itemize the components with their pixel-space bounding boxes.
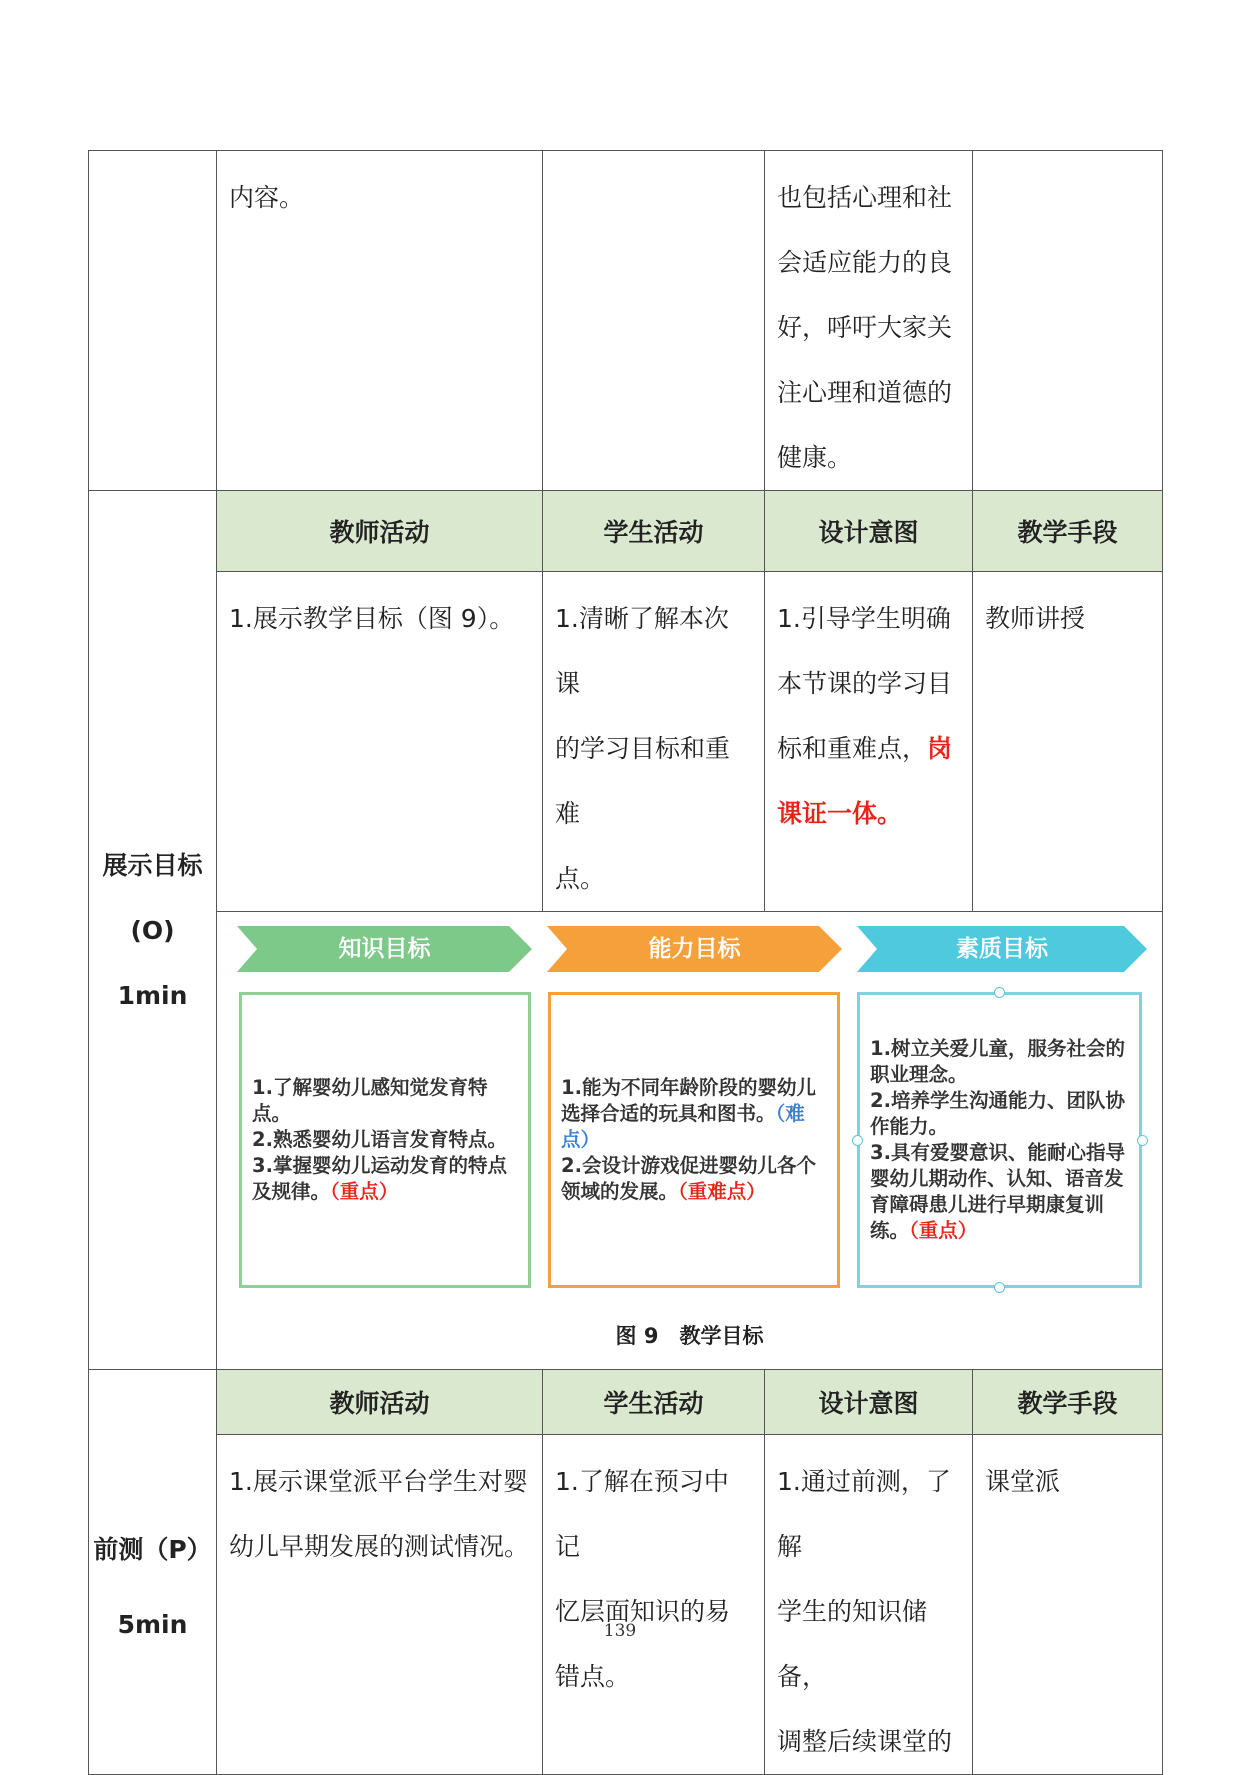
- goal-line: 2.会设计游戏促进婴幼儿各个领域的发展。: [561, 1154, 816, 1203]
- section-label-o: [89, 491, 217, 1370]
- intent-line: 调整后续课堂的: [777, 1727, 953, 1756]
- intent-cell: [765, 1435, 973, 1775]
- intent-line: 1.通过前测，了解: [777, 1467, 951, 1561]
- intent-line: 注心理和道德的: [777, 378, 953, 407]
- goal-line: 3.掌握婴幼儿运动发育的特点及规律。: [252, 1154, 507, 1203]
- header-intent: 设计意图: [765, 1370, 973, 1435]
- goal-line: 2.熟悉婴幼儿语言发育特点。: [252, 1128, 507, 1151]
- intent-cell: [765, 572, 973, 912]
- header-intent: 设计意图: [765, 491, 973, 572]
- lesson-plan-table: [88, 150, 1163, 1775]
- content-row-o: [89, 572, 1163, 912]
- goal-line: 1.树立关爱儿童，服务社会的职业理念。: [870, 1037, 1125, 1086]
- figure-cell: [217, 912, 1163, 1370]
- section-label-line: 5min: [117, 1610, 188, 1639]
- header-row: [89, 1370, 1163, 1435]
- key-point-tag: （重点）: [330, 1180, 399, 1203]
- selection-handle: [1137, 1135, 1148, 1146]
- means-text: 教师讲授: [985, 604, 1086, 633]
- difficulty-tag: （难点）: [561, 1102, 805, 1151]
- student-cell: [543, 1435, 765, 1775]
- header-teacher: 教师活动: [217, 1370, 543, 1435]
- ability-arrow: [547, 926, 842, 972]
- quality-arrow: [857, 926, 1147, 972]
- student-line: 1.了解在预习中记: [555, 1467, 729, 1561]
- teacher-cell: [217, 151, 543, 491]
- quality-title: 素质目标: [956, 936, 1048, 962]
- goal-line: 1.能为不同年龄阶段的婴幼儿选择合适的玩具和图书。: [561, 1076, 816, 1125]
- student-line: 的学习目标和重难: [555, 734, 731, 828]
- goal-line: 2.培养学生沟通能力、团队协作能力。: [870, 1089, 1125, 1138]
- teacher-cell: [217, 572, 543, 912]
- intent-line: 会适应能力的良: [777, 248, 953, 277]
- header-row: [89, 491, 1163, 572]
- key-difficulty-tag: （重难点）: [678, 1180, 766, 1203]
- intent-line: 学生的知识储备，: [777, 1597, 928, 1691]
- teacher-text: 内容。: [229, 183, 305, 212]
- teacher-line: 幼儿早期发展的测试情况。: [229, 1532, 530, 1561]
- header-student: 学生活动: [543, 1370, 765, 1435]
- teacher-cell: [217, 1435, 543, 1775]
- intent-line: [777, 716, 960, 781]
- knowledge-title: 知识目标: [338, 936, 431, 962]
- header-means: 教学手段: [973, 491, 1163, 572]
- selection-handle: [994, 1282, 1005, 1293]
- section-label-line: 展示目标: [102, 850, 203, 880]
- student-cell: [543, 572, 765, 912]
- highlight-text: 岗: [927, 734, 953, 763]
- student-line: 点。: [555, 864, 606, 893]
- intent-line: 本节课的学习目: [777, 669, 953, 698]
- student-line: 错点。: [555, 1662, 631, 1691]
- section-label-p: [89, 1370, 217, 1775]
- ability-title: 能力目标: [648, 936, 741, 962]
- intent-text: 标和重难点，: [777, 734, 928, 763]
- intent-line: 健康。: [777, 443, 853, 472]
- header-student: 学生活动: [543, 491, 765, 572]
- ability-box: [548, 992, 840, 1288]
- section-label-line: 前测（P）: [93, 1535, 212, 1564]
- page: [88, 150, 1162, 1775]
- intent-line: 好，呼吁大家关: [777, 313, 953, 342]
- intent-line: 也包括心理和社: [777, 183, 953, 212]
- student-line: 1.清晰了解本次课: [555, 604, 729, 698]
- student-line: 忆层面知识的易: [555, 1597, 731, 1626]
- teacher-line: 1.展示课堂派平台学生对婴: [229, 1467, 528, 1496]
- selection-handle: [994, 987, 1005, 998]
- figure-caption: 图 9 教学目标: [615, 1324, 764, 1348]
- section-label-line: (O): [130, 915, 175, 945]
- means-text: 课堂派: [985, 1467, 1061, 1496]
- knowledge-arrow: [237, 926, 532, 972]
- goal-line: 3.具有爱婴意识、能耐心指导婴幼儿期动作、认知、语音发育障碍患儿进行早期康复训练。: [870, 1141, 1125, 1242]
- section-label-line: 1min: [117, 980, 188, 1010]
- header-teacher: 教师活动: [217, 491, 543, 572]
- intent-line: 1.引导学生明确: [777, 604, 951, 633]
- content-row-p: [89, 1435, 1163, 1775]
- selection-handle: [852, 1135, 863, 1146]
- means-cell: [973, 151, 1163, 491]
- figure-row: [89, 912, 1163, 1370]
- goal-line: 1.了解婴幼儿感知觉发育特点。: [252, 1076, 488, 1125]
- label-cell-empty: [89, 151, 217, 491]
- key-point-tag: （重点）: [909, 1219, 978, 1242]
- continuation-row: [89, 151, 1163, 491]
- header-means: 教学手段: [973, 1370, 1163, 1435]
- quality-box: [857, 992, 1142, 1288]
- means-cell: [973, 1435, 1163, 1775]
- student-cell: [543, 151, 765, 491]
- teacher-text: 1.展示教学目标（图 9）。: [229, 604, 515, 633]
- means-cell: [973, 572, 1163, 912]
- knowledge-box: [239, 992, 531, 1288]
- page-number: 139: [603, 1621, 637, 1641]
- intent-cell: [765, 151, 973, 491]
- highlight-text: 课证一体。: [777, 799, 903, 828]
